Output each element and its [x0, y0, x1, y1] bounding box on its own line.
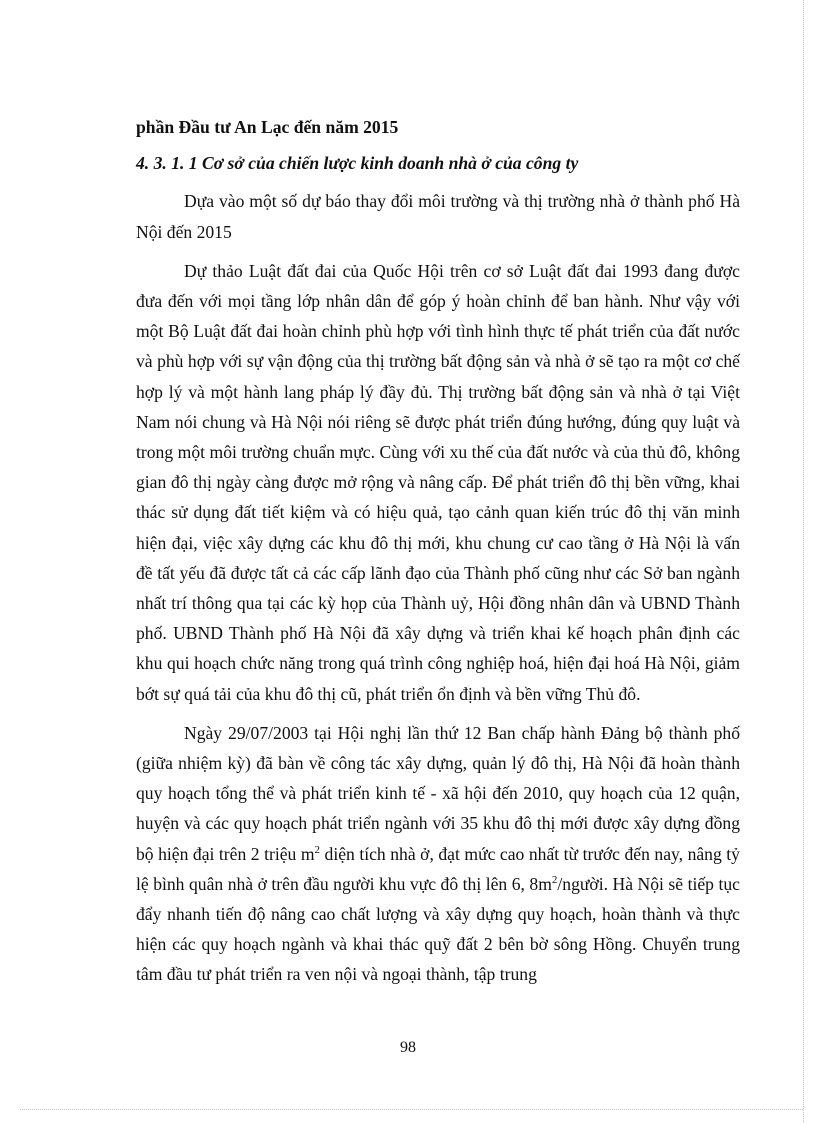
paragraph-2-part-c: /người. Hà Nội sẽ tiếp tục đẩy nhanh tiến độ nâng cao chất lượng và xây dựng quy hoạch, hoàn thành và thực hiện các quy hoạch ngành và khai thác quỹ đất 2 bên bờ sông Hồng. Chuyển trung tâm đầu tư phát triển ra ven nội và ngoại thành, tập trung — [136, 873, 740, 985]
heading-line: phần Đầu tư An Lạc đến năm 2015 — [136, 117, 399, 137]
page-border-bottom — [20, 1109, 803, 1110]
section-heading: 4. 3. 1. 1 Cơ sở của chiến lược kinh doanh nhà ở của công ty — [136, 153, 579, 174]
page-content — [136, 112, 740, 990]
body-paragraph-1: Dự thảo Luật đất đai của Quốc Hội trên cơ sở Luật đất đai 1993 đang được đưa đến với mọi tầng lớp nhân dân để góp ý hoàn chỉnh để ban hành. Như vậy với một Bộ Luật đất đai hoàn chỉnh phù hợp với tình hình thực tế phát triển của đất nước và phù hợp với sự vận động của thị trường bất động sản và nhà ở sẽ tạo ra một cơ chế hợp lý và một hành lang pháp lý đầy đủ. Thị trường bất động sản và nhà ở tại Việt Nam nói chung và Hà Nội nói riêng sẽ được phát triển đúng hướng, đúng quy luật và trong một môi trường chuẩn mực. Cùng với xu thế của đất nước và của thủ đô, không gian đô thị ngày càng được mở rộng và nâng cấp. Để phát triển đô thị bền vững, khai thác sử dụng đất tiết kiệm và có hiệu quả, tạo cảnh quan kiến trúc đô thị văn minh hiện đại, việc xây dựng các khu đô thị mới, khu chung cư cao tầng ở Hà Nội là vấn đề tất yếu đã được tất cả các cấp lãnh đạo của Thành phố cũng như các Sở ban ngành nhất trí thông qua tại các kỳ họp của Thành uỷ, Hội đồng nhân dân và UBND Thành phố. UBND Thành phố Hà Nội đã xây dựng và triển khai kế hoạch phân định các khu qui hoạch chức năng trong quá trình công nghiệp hoá, hiện đại hoá Hà Nội, giảm bớt sự quá tải của khu đô thị cũ, phát triển ổn định và bền vững Thủ đô. — [136, 260, 740, 704]
paragraph-2-part-a: Ngày 29/07/2003 tại Hội nghị lần thứ 12 Ban chấp hành Đảng bộ thành phố (giữa nhiệm kỳ) đã bàn về công tác xây dựng, quản lý đô thị, Hà Nội đã hoàn thành quy hoạch tổng thể và phát triển kinh tế - xã hội đến 2010, quy hoạch của 12 quận, huyện và các quy hoạch phát triển ngành với 35 khu đô thị mới được xây dựng đồng bộ hiện đại trên 2 triệu m — [136, 722, 740, 864]
superscript-area-unit: 2 — [314, 843, 321, 856]
page-number: 98 — [400, 1039, 416, 1056]
body-paragraph-2 — [136, 718, 740, 990]
superscript-area-unit: 2 — [551, 874, 558, 887]
page-border-right — [803, 0, 804, 1123]
paragraph-2-part-b: diện tích nhà ở, đạt mức cao nhất từ trước đến nay, nâng tỷ lệ bình quân nhà ở trên đầu người khu vực đô thị lên 6, 8m — [136, 843, 740, 894]
intro-paragraph: Dựa vào một số dự báo thay đổi môi trường và thị trường nhà ở thành phố Hà Nội đến 2015 — [136, 191, 740, 242]
